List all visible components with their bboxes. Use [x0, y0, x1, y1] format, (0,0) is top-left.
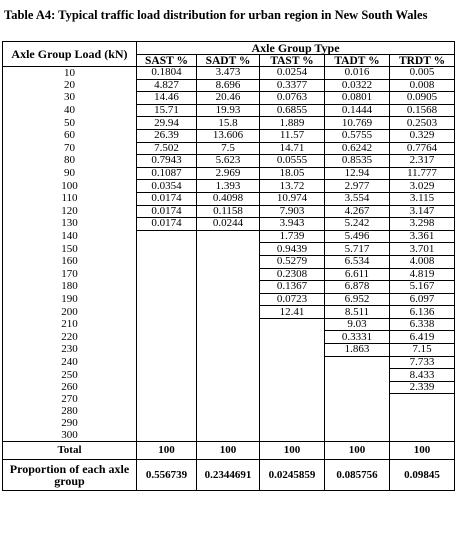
- axle-load-cell: 40: [3, 104, 137, 117]
- axle-load-cell: 70: [3, 142, 137, 155]
- tadt-value-cell: 2.977: [325, 180, 390, 193]
- sadt-value-cell: 7.5: [197, 142, 260, 155]
- axle-load-cell: 130: [3, 218, 137, 231]
- tadt-value-cell: 3.554: [325, 192, 390, 205]
- proportion-trdt: 0.09845: [390, 459, 455, 490]
- sast-value-cell: 0.1087: [137, 167, 197, 180]
- sast-value-cell: 26.39: [137, 129, 197, 142]
- tast-value-cell: 0.6855: [260, 104, 325, 117]
- trdt-value-cell: 7.733: [390, 356, 455, 369]
- trdt-value-cell: 5.167: [390, 281, 455, 294]
- tast-value-cell: [260, 369, 325, 382]
- tadt-value-cell: 0.5755: [325, 129, 390, 142]
- trdt-value-cell: 3.361: [390, 230, 455, 243]
- axle-load-cell: 80: [3, 155, 137, 168]
- axle-load-cell: 280: [3, 406, 137, 418]
- table-row: [3, 306, 455, 319]
- sast-value-cell: [137, 293, 197, 306]
- sast-value-cell: [137, 418, 197, 430]
- tast-value-cell: 0.0254: [260, 67, 325, 80]
- tast-value-cell: 0.5279: [260, 255, 325, 268]
- sadt-value-cell: 0.0244: [197, 218, 260, 231]
- sast-value-cell: 15.71: [137, 104, 197, 117]
- table-row: [3, 281, 455, 294]
- tast-value-cell: 0.9439: [260, 243, 325, 256]
- table-body: [3, 67, 455, 442]
- table-row: [3, 218, 455, 231]
- sast-value-cell: [137, 344, 197, 357]
- sadt-value-cell: [197, 293, 260, 306]
- axle-load-cell: 150: [3, 243, 137, 256]
- sast-value-cell: [137, 394, 197, 406]
- axle-load-cell: 160: [3, 255, 137, 268]
- axle-load-cell: 210: [3, 318, 137, 331]
- sadt-value-cell: [197, 281, 260, 294]
- sast-value-cell: 4.827: [137, 79, 197, 92]
- tadt-value-cell: 0.8535: [325, 155, 390, 168]
- trdt-value-cell: 6.097: [390, 293, 455, 306]
- total-sast: 100: [137, 441, 197, 459]
- sadt-value-cell: 0.1158: [197, 205, 260, 218]
- table-row: [3, 230, 455, 243]
- proportion-row: [3, 459, 455, 490]
- tadt-value-cell: 9.03: [325, 318, 390, 331]
- tast-value-cell: 0.3377: [260, 79, 325, 92]
- tast-value-cell: 0.0763: [260, 92, 325, 105]
- table-caption: Table A4: Typical traffic load distribution for urban region in New South Wales: [4, 8, 428, 22]
- total-sadt: 100: [197, 441, 260, 459]
- sadt-value-cell: [197, 418, 260, 430]
- axle-load-cell: 260: [3, 381, 137, 394]
- proportion-sast: 0.556739: [137, 459, 197, 490]
- table-row: [3, 142, 455, 155]
- axle-load-cell: 200: [3, 306, 137, 319]
- sadt-value-cell: [197, 369, 260, 382]
- tast-value-cell: [260, 418, 325, 430]
- sadt-value-cell: 0.4098: [197, 192, 260, 205]
- trdt-value-cell: 3.298: [390, 218, 455, 231]
- sast-value-cell: [137, 406, 197, 418]
- tast-value-cell: 10.974: [260, 192, 325, 205]
- sadt-value-cell: 20.46: [197, 92, 260, 105]
- axle-load-cell: 190: [3, 293, 137, 306]
- tadt-value-cell: 10.769: [325, 117, 390, 130]
- table-row: [3, 394, 455, 406]
- table-row: [3, 92, 455, 105]
- tast-value-cell: 7.903: [260, 205, 325, 218]
- tast-value-cell: 0.1367: [260, 281, 325, 294]
- sadt-value-cell: [197, 230, 260, 243]
- sadt-value-cell: 2.969: [197, 167, 260, 180]
- trdt-value-cell: 0.7764: [390, 142, 455, 155]
- sadt-value-cell: 5.623: [197, 155, 260, 168]
- total-row: [3, 441, 455, 459]
- axle-load-cell: 170: [3, 268, 137, 281]
- table-row: [3, 318, 455, 331]
- axle-load-cell: 140: [3, 230, 137, 243]
- table-row: [3, 268, 455, 281]
- tast-value-cell: 14.71: [260, 142, 325, 155]
- axle-load-cell: 180: [3, 281, 137, 294]
- sast-value-cell: 0.0174: [137, 218, 197, 231]
- sast-value-cell: [137, 230, 197, 243]
- sadt-value-cell: 13.606: [197, 129, 260, 142]
- sast-value-cell: 14.46: [137, 92, 197, 105]
- header-sast: SAST %: [137, 55, 197, 67]
- tast-value-cell: [260, 318, 325, 331]
- total-tast: 100: [260, 441, 325, 459]
- axle-load-cell: 290: [3, 418, 137, 430]
- trdt-value-cell: 3.147: [390, 205, 455, 218]
- tadt-value-cell: 5.242: [325, 218, 390, 231]
- header-axle-group-type: Axle Group Type: [137, 42, 455, 55]
- tadt-value-cell: 0.6242: [325, 142, 390, 155]
- tast-value-cell: [260, 406, 325, 418]
- tadt-value-cell: [325, 406, 390, 418]
- table-row: [3, 129, 455, 142]
- sast-value-cell: [137, 429, 197, 441]
- total-label: Total: [3, 441, 137, 459]
- sast-value-cell: [137, 356, 197, 369]
- tadt-value-cell: [325, 429, 390, 441]
- sast-value-cell: 7.502: [137, 142, 197, 155]
- sadt-value-cell: 3.473: [197, 67, 260, 80]
- sadt-value-cell: [197, 429, 260, 441]
- sadt-value-cell: [197, 331, 260, 344]
- sadt-value-cell: [197, 243, 260, 256]
- axle-load-cell: 50: [3, 117, 137, 130]
- table-row: [3, 293, 455, 306]
- tast-value-cell: [260, 356, 325, 369]
- sast-value-cell: [137, 255, 197, 268]
- table-row: [3, 79, 455, 92]
- trdt-value-cell: 0.008: [390, 79, 455, 92]
- sast-value-cell: 0.1804: [137, 67, 197, 80]
- table-row: [3, 344, 455, 357]
- tadt-value-cell: [325, 394, 390, 406]
- trdt-value-cell: 6.338: [390, 318, 455, 331]
- axle-load-cell: 30: [3, 92, 137, 105]
- tast-value-cell: 3.943: [260, 218, 325, 231]
- proportion-sadt: 0.2344691: [197, 459, 260, 490]
- sadt-value-cell: 1.393: [197, 180, 260, 193]
- tast-value-cell: [260, 394, 325, 406]
- table-row: [3, 356, 455, 369]
- tadt-value-cell: 4.267: [325, 205, 390, 218]
- header-trdt: TRDT %: [390, 55, 455, 67]
- axle-load-cell: 10: [3, 67, 137, 80]
- trdt-value-cell: 3.701: [390, 243, 455, 256]
- trdt-value-cell: 11.777: [390, 167, 455, 180]
- tast-value-cell: 0.2308: [260, 268, 325, 281]
- axle-load-cell: 230: [3, 344, 137, 357]
- axle-load-cell: 300: [3, 429, 137, 441]
- sast-value-cell: 0.0174: [137, 192, 197, 205]
- table-row: [3, 255, 455, 268]
- sadt-value-cell: [197, 394, 260, 406]
- tast-value-cell: 13.72: [260, 180, 325, 193]
- trdt-value-cell: 4.008: [390, 255, 455, 268]
- axle-load-cell: 220: [3, 331, 137, 344]
- total-tadt: 100: [325, 441, 390, 459]
- axle-load-cell: 100: [3, 180, 137, 193]
- table-row: [3, 155, 455, 168]
- trdt-value-cell: 8.433: [390, 369, 455, 382]
- tadt-value-cell: 6.952: [325, 293, 390, 306]
- tast-value-cell: 18.05: [260, 167, 325, 180]
- header-tadt: TADT %: [325, 55, 390, 67]
- header-axle-group-load: Axle Group Load (kN): [3, 42, 137, 67]
- table-row: [3, 418, 455, 430]
- trdt-value-cell: 0.1568: [390, 104, 455, 117]
- table-row: [3, 429, 455, 441]
- table-row: [3, 331, 455, 344]
- trdt-value-cell: 3.029: [390, 180, 455, 193]
- traffic-load-table: [2, 41, 455, 491]
- sadt-value-cell: [197, 406, 260, 418]
- tadt-value-cell: 5.717: [325, 243, 390, 256]
- trdt-value-cell: 7.15: [390, 344, 455, 357]
- sadt-value-cell: [197, 344, 260, 357]
- tast-value-cell: [260, 381, 325, 394]
- sadt-value-cell: [197, 318, 260, 331]
- trdt-value-cell: 0.329: [390, 129, 455, 142]
- trdt-value-cell: 2.339: [390, 381, 455, 394]
- table-row: [3, 167, 455, 180]
- trdt-value-cell: [390, 394, 455, 406]
- trdt-value-cell: 0.0905: [390, 92, 455, 105]
- axle-load-cell: 20: [3, 79, 137, 92]
- table-row: [3, 369, 455, 382]
- trdt-value-cell: 2.317: [390, 155, 455, 168]
- table-row: [3, 243, 455, 256]
- sast-value-cell: [137, 281, 197, 294]
- tadt-value-cell: 1.863: [325, 344, 390, 357]
- trdt-value-cell: 3.115: [390, 192, 455, 205]
- axle-load-cell: 270: [3, 394, 137, 406]
- table-row: [3, 406, 455, 418]
- header-sadt: SADT %: [197, 55, 260, 67]
- sadt-value-cell: 19.93: [197, 104, 260, 117]
- tast-value-cell: 11.57: [260, 129, 325, 142]
- tadt-value-cell: 12.94: [325, 167, 390, 180]
- trdt-value-cell: 0.2503: [390, 117, 455, 130]
- tadt-value-cell: [325, 381, 390, 394]
- tadt-value-cell: 0.0801: [325, 92, 390, 105]
- trdt-value-cell: [390, 418, 455, 430]
- proportion-tast: 0.0245859: [260, 459, 325, 490]
- table-row: [3, 180, 455, 193]
- tast-value-cell: 0.0555: [260, 155, 325, 168]
- header-tast: TAST %: [260, 55, 325, 67]
- proportion-tadt: 0.085756: [325, 459, 390, 490]
- axle-load-cell: 240: [3, 356, 137, 369]
- table-row: [3, 117, 455, 130]
- tast-value-cell: 1.739: [260, 230, 325, 243]
- trdt-value-cell: [390, 429, 455, 441]
- sadt-value-cell: [197, 356, 260, 369]
- sadt-value-cell: [197, 268, 260, 281]
- sast-value-cell: [137, 381, 197, 394]
- trdt-value-cell: 0.005: [390, 67, 455, 80]
- tadt-value-cell: [325, 369, 390, 382]
- tast-value-cell: 0.0723: [260, 293, 325, 306]
- tadt-value-cell: 0.0322: [325, 79, 390, 92]
- tadt-value-cell: [325, 418, 390, 430]
- sast-value-cell: 0.0174: [137, 205, 197, 218]
- sadt-value-cell: [197, 255, 260, 268]
- sast-value-cell: [137, 369, 197, 382]
- proportion-label: Proportion of each axle group: [3, 459, 137, 490]
- sadt-value-cell: 15.8: [197, 117, 260, 130]
- table-row: [3, 192, 455, 205]
- tadt-value-cell: 6.534: [325, 255, 390, 268]
- trdt-value-cell: [390, 406, 455, 418]
- tadt-value-cell: 5.496: [325, 230, 390, 243]
- tast-value-cell: 1.889: [260, 117, 325, 130]
- trdt-value-cell: 6.419: [390, 331, 455, 344]
- tast-value-cell: 12.41: [260, 306, 325, 319]
- sadt-value-cell: [197, 306, 260, 319]
- table-row: [3, 104, 455, 117]
- tadt-value-cell: [325, 356, 390, 369]
- sast-value-cell: [137, 318, 197, 331]
- tadt-value-cell: 0.3331: [325, 331, 390, 344]
- tast-value-cell: [260, 344, 325, 357]
- axle-load-cell: 120: [3, 205, 137, 218]
- table-row: [3, 205, 455, 218]
- tast-value-cell: [260, 429, 325, 441]
- axle-load-cell: 90: [3, 167, 137, 180]
- sast-value-cell: 0.0354: [137, 180, 197, 193]
- sast-value-cell: [137, 243, 197, 256]
- sast-value-cell: 0.7943: [137, 155, 197, 168]
- table-row: [3, 381, 455, 394]
- table-row: [3, 67, 455, 80]
- trdt-value-cell: 6.136: [390, 306, 455, 319]
- sast-value-cell: [137, 306, 197, 319]
- axle-load-cell: 60: [3, 129, 137, 142]
- sadt-value-cell: 8.696: [197, 79, 260, 92]
- tast-value-cell: [260, 331, 325, 344]
- axle-load-cell: 250: [3, 369, 137, 382]
- sadt-value-cell: [197, 381, 260, 394]
- tadt-value-cell: 0.016: [325, 67, 390, 80]
- axle-load-cell: 110: [3, 192, 137, 205]
- total-trdt: 100: [390, 441, 455, 459]
- sast-value-cell: [137, 331, 197, 344]
- tadt-value-cell: 6.611: [325, 268, 390, 281]
- tadt-value-cell: 0.1444: [325, 104, 390, 117]
- trdt-value-cell: 4.819: [390, 268, 455, 281]
- sast-value-cell: [137, 268, 197, 281]
- tadt-value-cell: 8.511: [325, 306, 390, 319]
- sast-value-cell: 29.94: [137, 117, 197, 130]
- tadt-value-cell: 6.878: [325, 281, 390, 294]
